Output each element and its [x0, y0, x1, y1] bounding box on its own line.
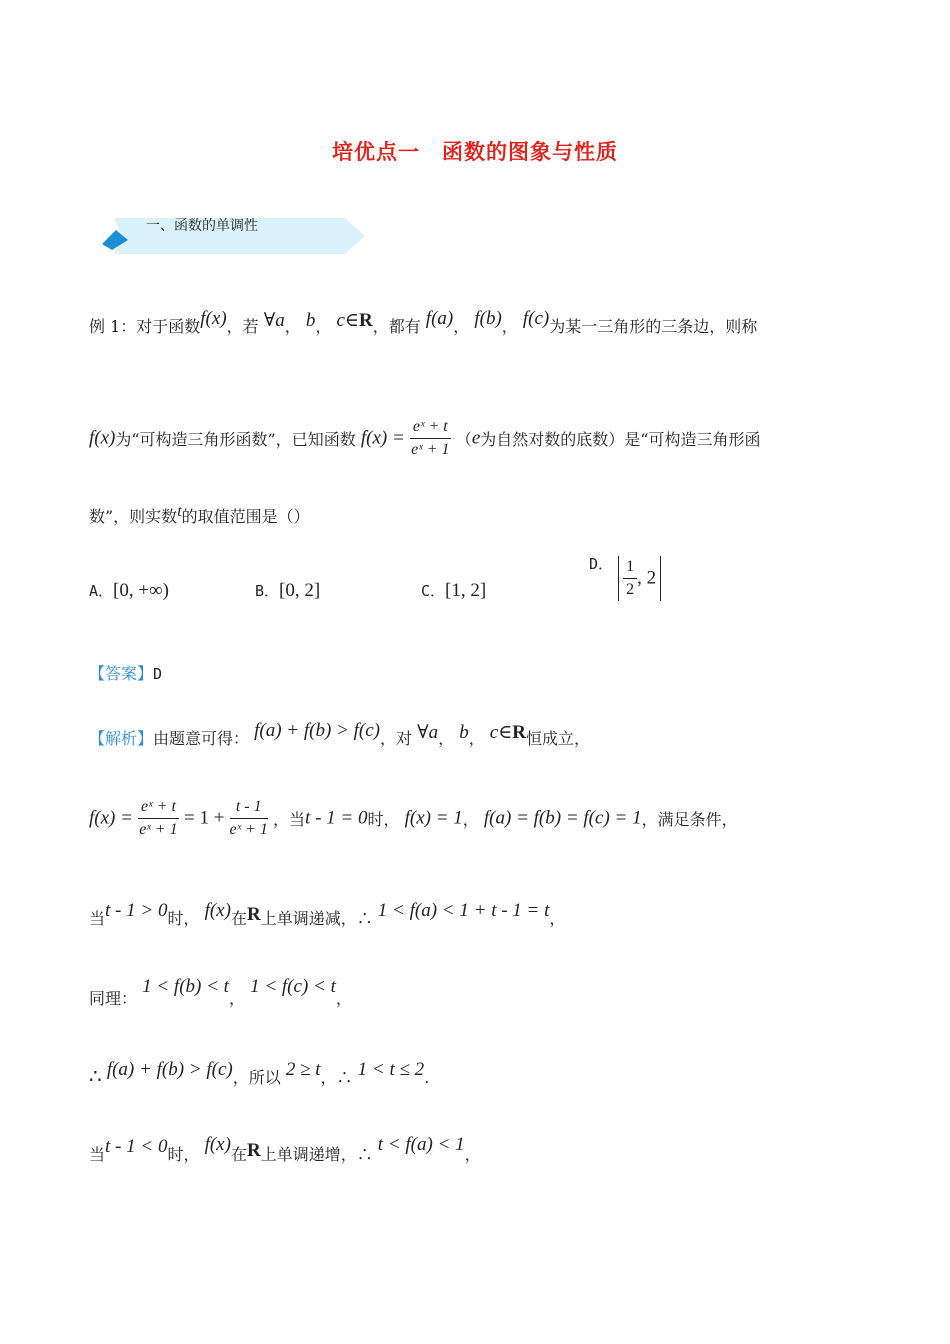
example-line-3: 数”，则实数t的取值范围是（） [89, 503, 310, 526]
option-a[interactable]: A．[0, +∞) [89, 580, 169, 601]
page-title: 培优点一 函数的图象与性质 [332, 139, 618, 164]
example-line-2: f(x)为“可构造三角形函数”，已知函数 f(x) = $\frac{\text{eˣ + t}}{\text{eˣ + 1}}$ （e为自然对数的底数）是“可构造三角形函 [89, 416, 760, 461]
answer-line [89, 661, 162, 684]
section-heading: 一、函数的单调性 [146, 218, 258, 234]
analysis-line-6: 当t - 1 < 0时， f(x)在R上单调递增，∴ t < f(a) < 1， [89, 1134, 481, 1164]
answer-tag: 【答案】 [89, 664, 154, 683]
option-c[interactable]: C．[1, 2] [421, 580, 487, 601]
option-d[interactable]: D． $\frac{1}{2}$ , 2 [589, 556, 661, 608]
analysis-line-1: 【解析】由题意可得： f(a) + f(b) > f(c)，对 ∀a， b， c∈R恒成立， [89, 720, 591, 748]
analysis-line-5: ∴ f(a) + f(b) > f(c)，所以 2 ≥ t，∴ 1 < t ≤ 2. [89, 1059, 430, 1088]
example-line-1: 例 1：对于函数f(x)，若 ∀a， b， c∈R，都有 f(a)， f(b)， f(c)为某一三角形的三条边，则称 [89, 308, 758, 336]
analysis-line-2: f(x) = $\frac{\text{eˣ + t}}{\text{eˣ + 1}}$ = 1 + $\frac{t - 1}{\text{eˣ + 1}}$ ，当t - 1 = 0时， f(x) = 1， f(a) = f(b) = f(c) = 1，满足条件， [89, 798, 738, 838]
analysis-line-4: 同理： 1 < f(b) < t， 1 < f(c) < t， [89, 976, 352, 1008]
fraction: $\frac{\text{eˣ + t}}{\text{eˣ + 1}}$ [411, 418, 450, 458]
analysis-tag: 【解析】 [89, 729, 154, 748]
analysis-line-3: 当t - 1 > 0时， f(x)在R上单调递减，∴ 1 < f(a) < 1 + t - 1 = t， [89, 900, 566, 928]
answer-value: D [153, 665, 163, 683]
option-b[interactable]: B．[0, 2] [255, 580, 321, 601]
